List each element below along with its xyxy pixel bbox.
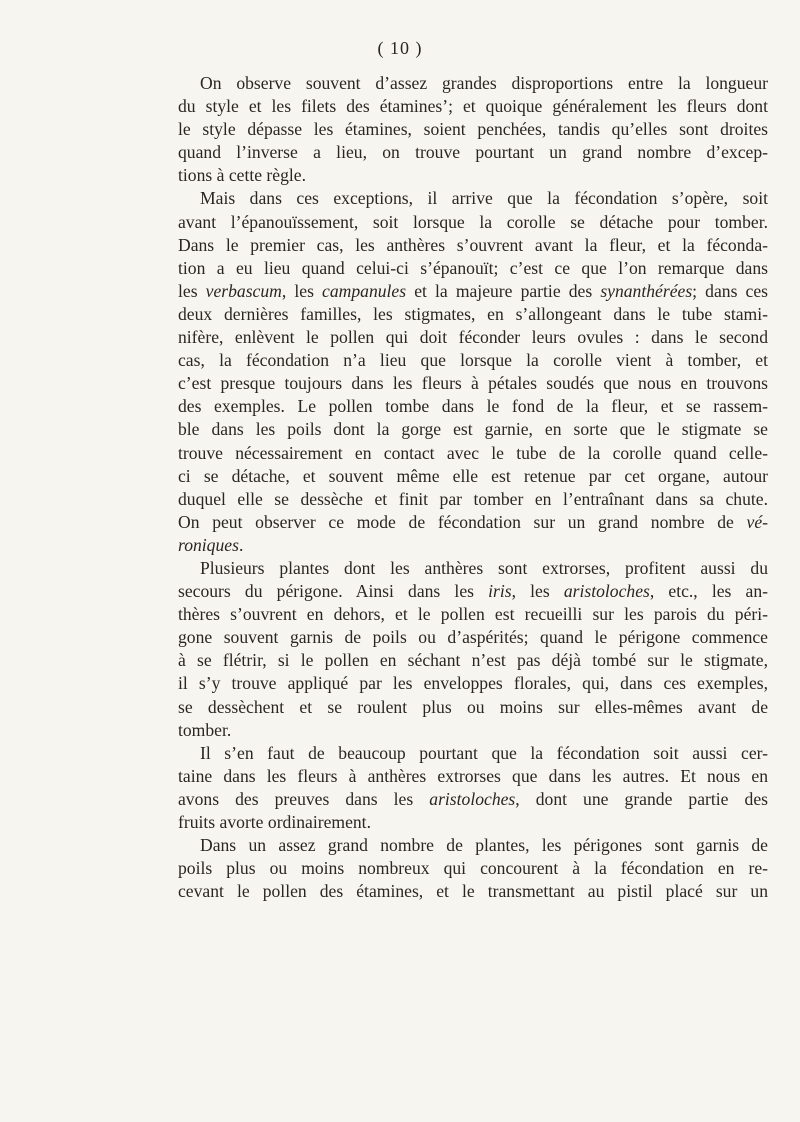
text-line: Dans le premier cas, les anthères s’ouvrent avant la fleur, et la féconda-	[178, 234, 768, 255]
text-line: Plusieurs plantes dont les anthères sont extrorses, profitent aussi du	[200, 557, 768, 578]
text-line: les verbascum, les campanules et la majeure partie des synanthérées; dans ces	[178, 280, 768, 301]
text-line: Il s’en faut de beaucoup pourtant que la fécondation soit aussi cer-	[200, 742, 768, 763]
text-line: thères s’ouvrent en dehors, et le pollen est recueilli sur les parois du péri-	[178, 604, 768, 625]
text-line: fruits avorte ordinairement.	[178, 812, 371, 832]
paragraph	[178, 187, 768, 557]
paragraph	[178, 72, 768, 187]
text-line: tomber.	[178, 719, 232, 740]
text-line: ci se détache, et souvent même elle est retenue par cet organe, autour	[178, 465, 768, 486]
paragraph	[178, 557, 768, 742]
text-line: duquel elle se dessèche et finit par tomber en l’entraînant dans sa chute.	[178, 488, 768, 509]
text-line: quand l’inverse a lieu, on trouve pourtant un grand nombre d’excep-	[178, 142, 768, 163]
text-line: On peut observer ce mode de fécondation sur un grand nombre de vé-	[178, 511, 768, 532]
text-line: du style et les filets des étamines’; et quoique généralement les fleurs dont	[178, 96, 768, 117]
text-line: On observe souvent d’assez grandes disproportions entre la longueur	[200, 73, 768, 93]
text-line: Mais dans ces exceptions, il arrive que la fécondation s’opère, soit	[200, 188, 768, 209]
text-line: roniques.	[178, 534, 244, 555]
text-line: c’est presque toujours dans les fleurs à pétales soudés que nous en trouvons	[178, 373, 768, 394]
text-line: se dessèchent et se roulent plus ou moins sur elles-mêmes avant de	[178, 696, 768, 717]
text-line: avant l’épanouïssement, soit lorsque la corolle se détache pour tomber.	[178, 211, 768, 232]
text-line: il s’y trouve appliqué par les enveloppes florales, qui, dans ces exemples,	[178, 673, 768, 694]
text-line: gone souvent garnis de poils ou d’aspérités; quand le périgone commence	[178, 627, 768, 648]
text-line: taine dans les fleurs à anthères extrorses que dans les autres. Et nous en	[178, 765, 768, 786]
text-line: trouve nécessairement en contact avec le tube de la corolle quand celle-	[178, 442, 768, 463]
text-line: deux dernières familles, les stigmates, en s’allongeant dans le tube stami-	[178, 303, 768, 324]
text-line: nifère, enlèvent le pollen qui doit féconder leurs ovules : dans le second	[178, 327, 768, 348]
text-line: avons des preuves dans les aristoloches, dont une grande partie des	[178, 788, 768, 809]
text-line: ble dans les poils dont la gorge est garnie, en sorte que le stigmate se	[178, 419, 768, 440]
text-line: cas, la fécondation n’a lieu que lorsque la corolle vient à tomber, et	[178, 350, 768, 371]
text-line: Dans un assez grand nombre de plantes, les périgones sont garnis de	[200, 835, 768, 856]
paragraph	[178, 742, 768, 834]
text-line: cevant le pollen des étamines, et le transmettant au pistil placé sur un	[178, 881, 768, 902]
text-line: des exemples. Le pollen tombe dans le fond de la fleur, et se rassem-	[178, 396, 768, 417]
page-number: ( 10 )	[377, 38, 423, 58]
text-line: poils plus ou moins nombreux qui concourent à la fécondation en re-	[178, 858, 768, 879]
text-line: à se flétrir, si le pollen en séchant n’est pas déjà tombé sur le stigmate,	[178, 650, 768, 671]
paragraph	[178, 834, 768, 903]
text-line: tions à cette règle.	[178, 165, 306, 186]
text-line: secours du périgone. Ainsi dans les iris, les aristoloches, etc., les an-	[178, 581, 768, 602]
text-line: le style dépasse les étamines, soient penchées, tandis qu’elles sont droites	[178, 119, 768, 140]
body-text	[178, 72, 768, 903]
text-line: tion a eu lieu quand celui-ci s’épanouït; c’est ce que l’on remarque dans	[178, 257, 768, 278]
